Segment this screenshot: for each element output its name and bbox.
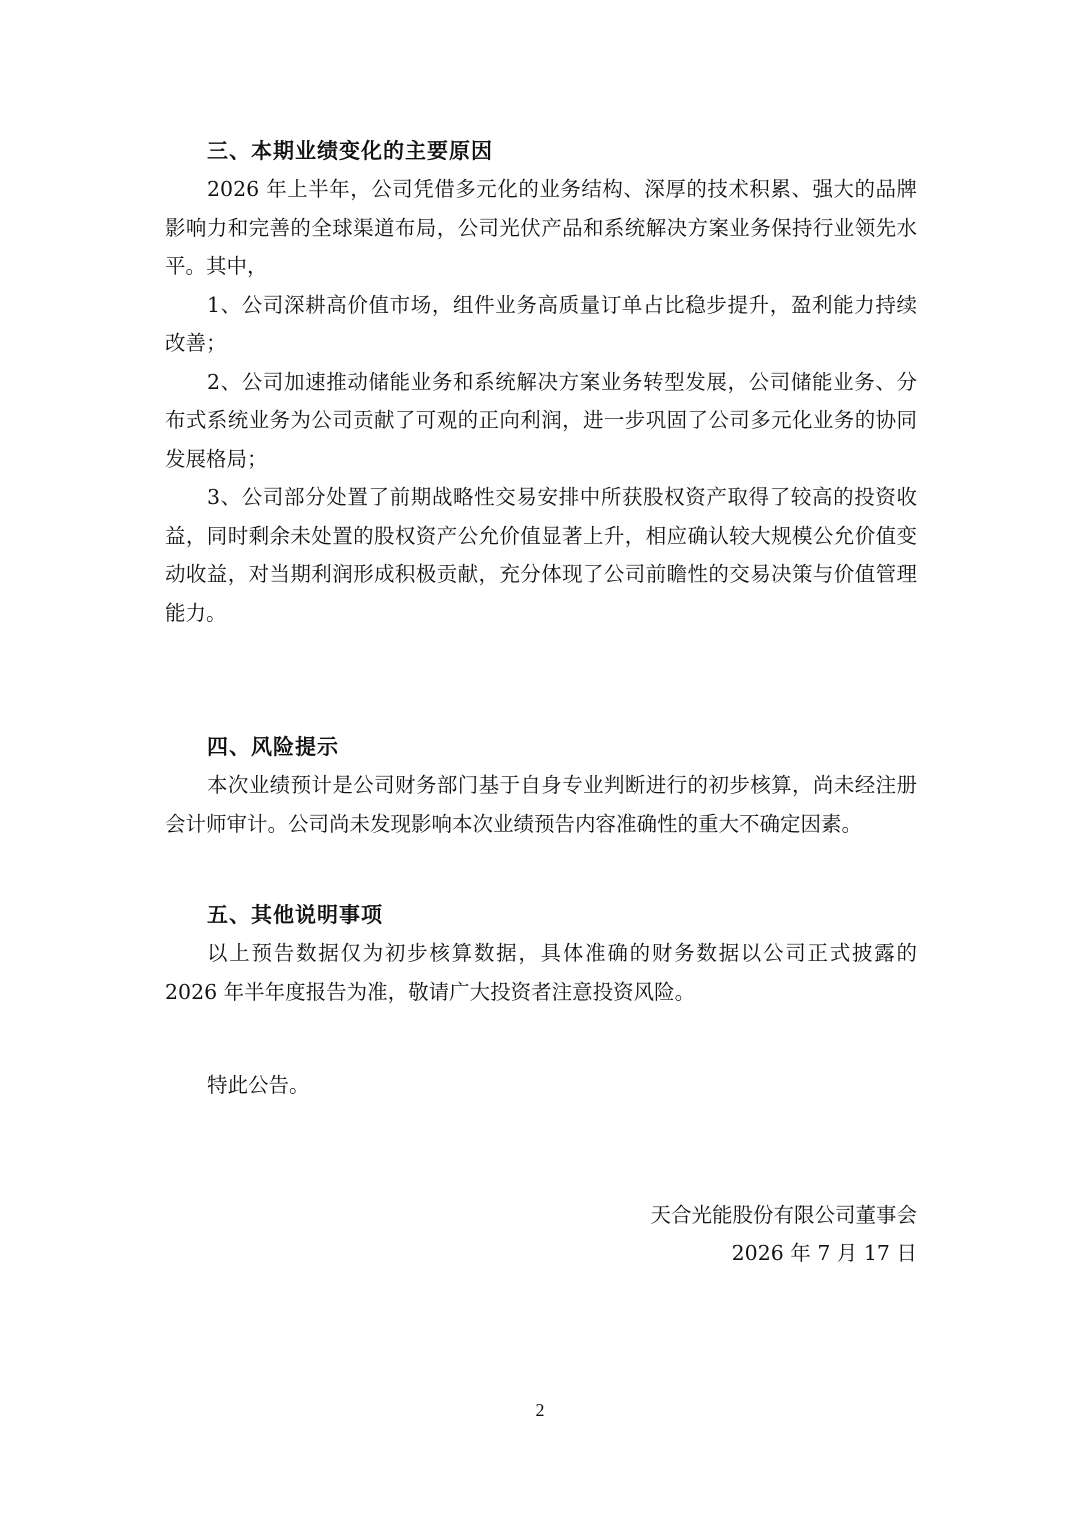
signature-block bbox=[651, 1196, 918, 1272]
section-main-reasons bbox=[165, 132, 917, 632]
signature-date: 2026 年 7 月 17 日 bbox=[731, 1241, 917, 1265]
closing-statement: 特此公告。 bbox=[207, 1073, 310, 1097]
paragraph: 2026 年上半年，公司凭借多元化的业务结构、深厚的技术积累、强大的品牌影响力和完善的全球渠道布局，公司光伏产品和系统解决方案业务保持行业领先水平。其中， bbox=[165, 177, 917, 278]
signature-company: 天合光能股份有限公司董事会 bbox=[650, 1203, 917, 1227]
section-risk-warning bbox=[165, 728, 917, 843]
section-heading: 三、本期业绩变化的主要原因 bbox=[207, 138, 493, 163]
paragraph: 本次业绩预计是公司财务部门基于自身专业判断进行的初步核算，尚未经注册会计师审计。公司尚未发现影响本次业绩预告内容准确性的重大不确定因素。 bbox=[165, 773, 917, 836]
section-heading: 四、风险提示 bbox=[207, 734, 339, 759]
section-heading: 五、其他说明事项 bbox=[207, 902, 383, 927]
paragraph: 2、公司加速推动储能业务和系统解决方案业务转型发展，公司储能业务、分布式系统业务为公司贡献了可观的正向利润，进一步巩固了公司多元化业务的协同发展格局； bbox=[165, 369, 917, 471]
paragraph: 1、公司深耕高价值市场，组件业务高质量订单占比稳步提升，盈利能力持续改善； bbox=[165, 292, 917, 355]
section-other-notes bbox=[165, 896, 917, 1011]
paragraph: 3、公司部分处置了前期战略性交易安排中所获股权资产取得了较高的投资收益，同时剩余未处置的股权资产公允价值显著上升，相应确认较大规模公允价值变动收益，对当期利润形成积极贡献，充分体现了公司前瞻性的交易决策与价值管理能力。 bbox=[165, 485, 917, 625]
page-number: 2 bbox=[535, 1400, 545, 1420]
paragraph: 以上预告数据仅为初步核算数据，具体准确的财务数据以公司正式披露的 2026 年半年度报告为准，敬请广大投资者注意投资风险。 bbox=[165, 941, 917, 1004]
